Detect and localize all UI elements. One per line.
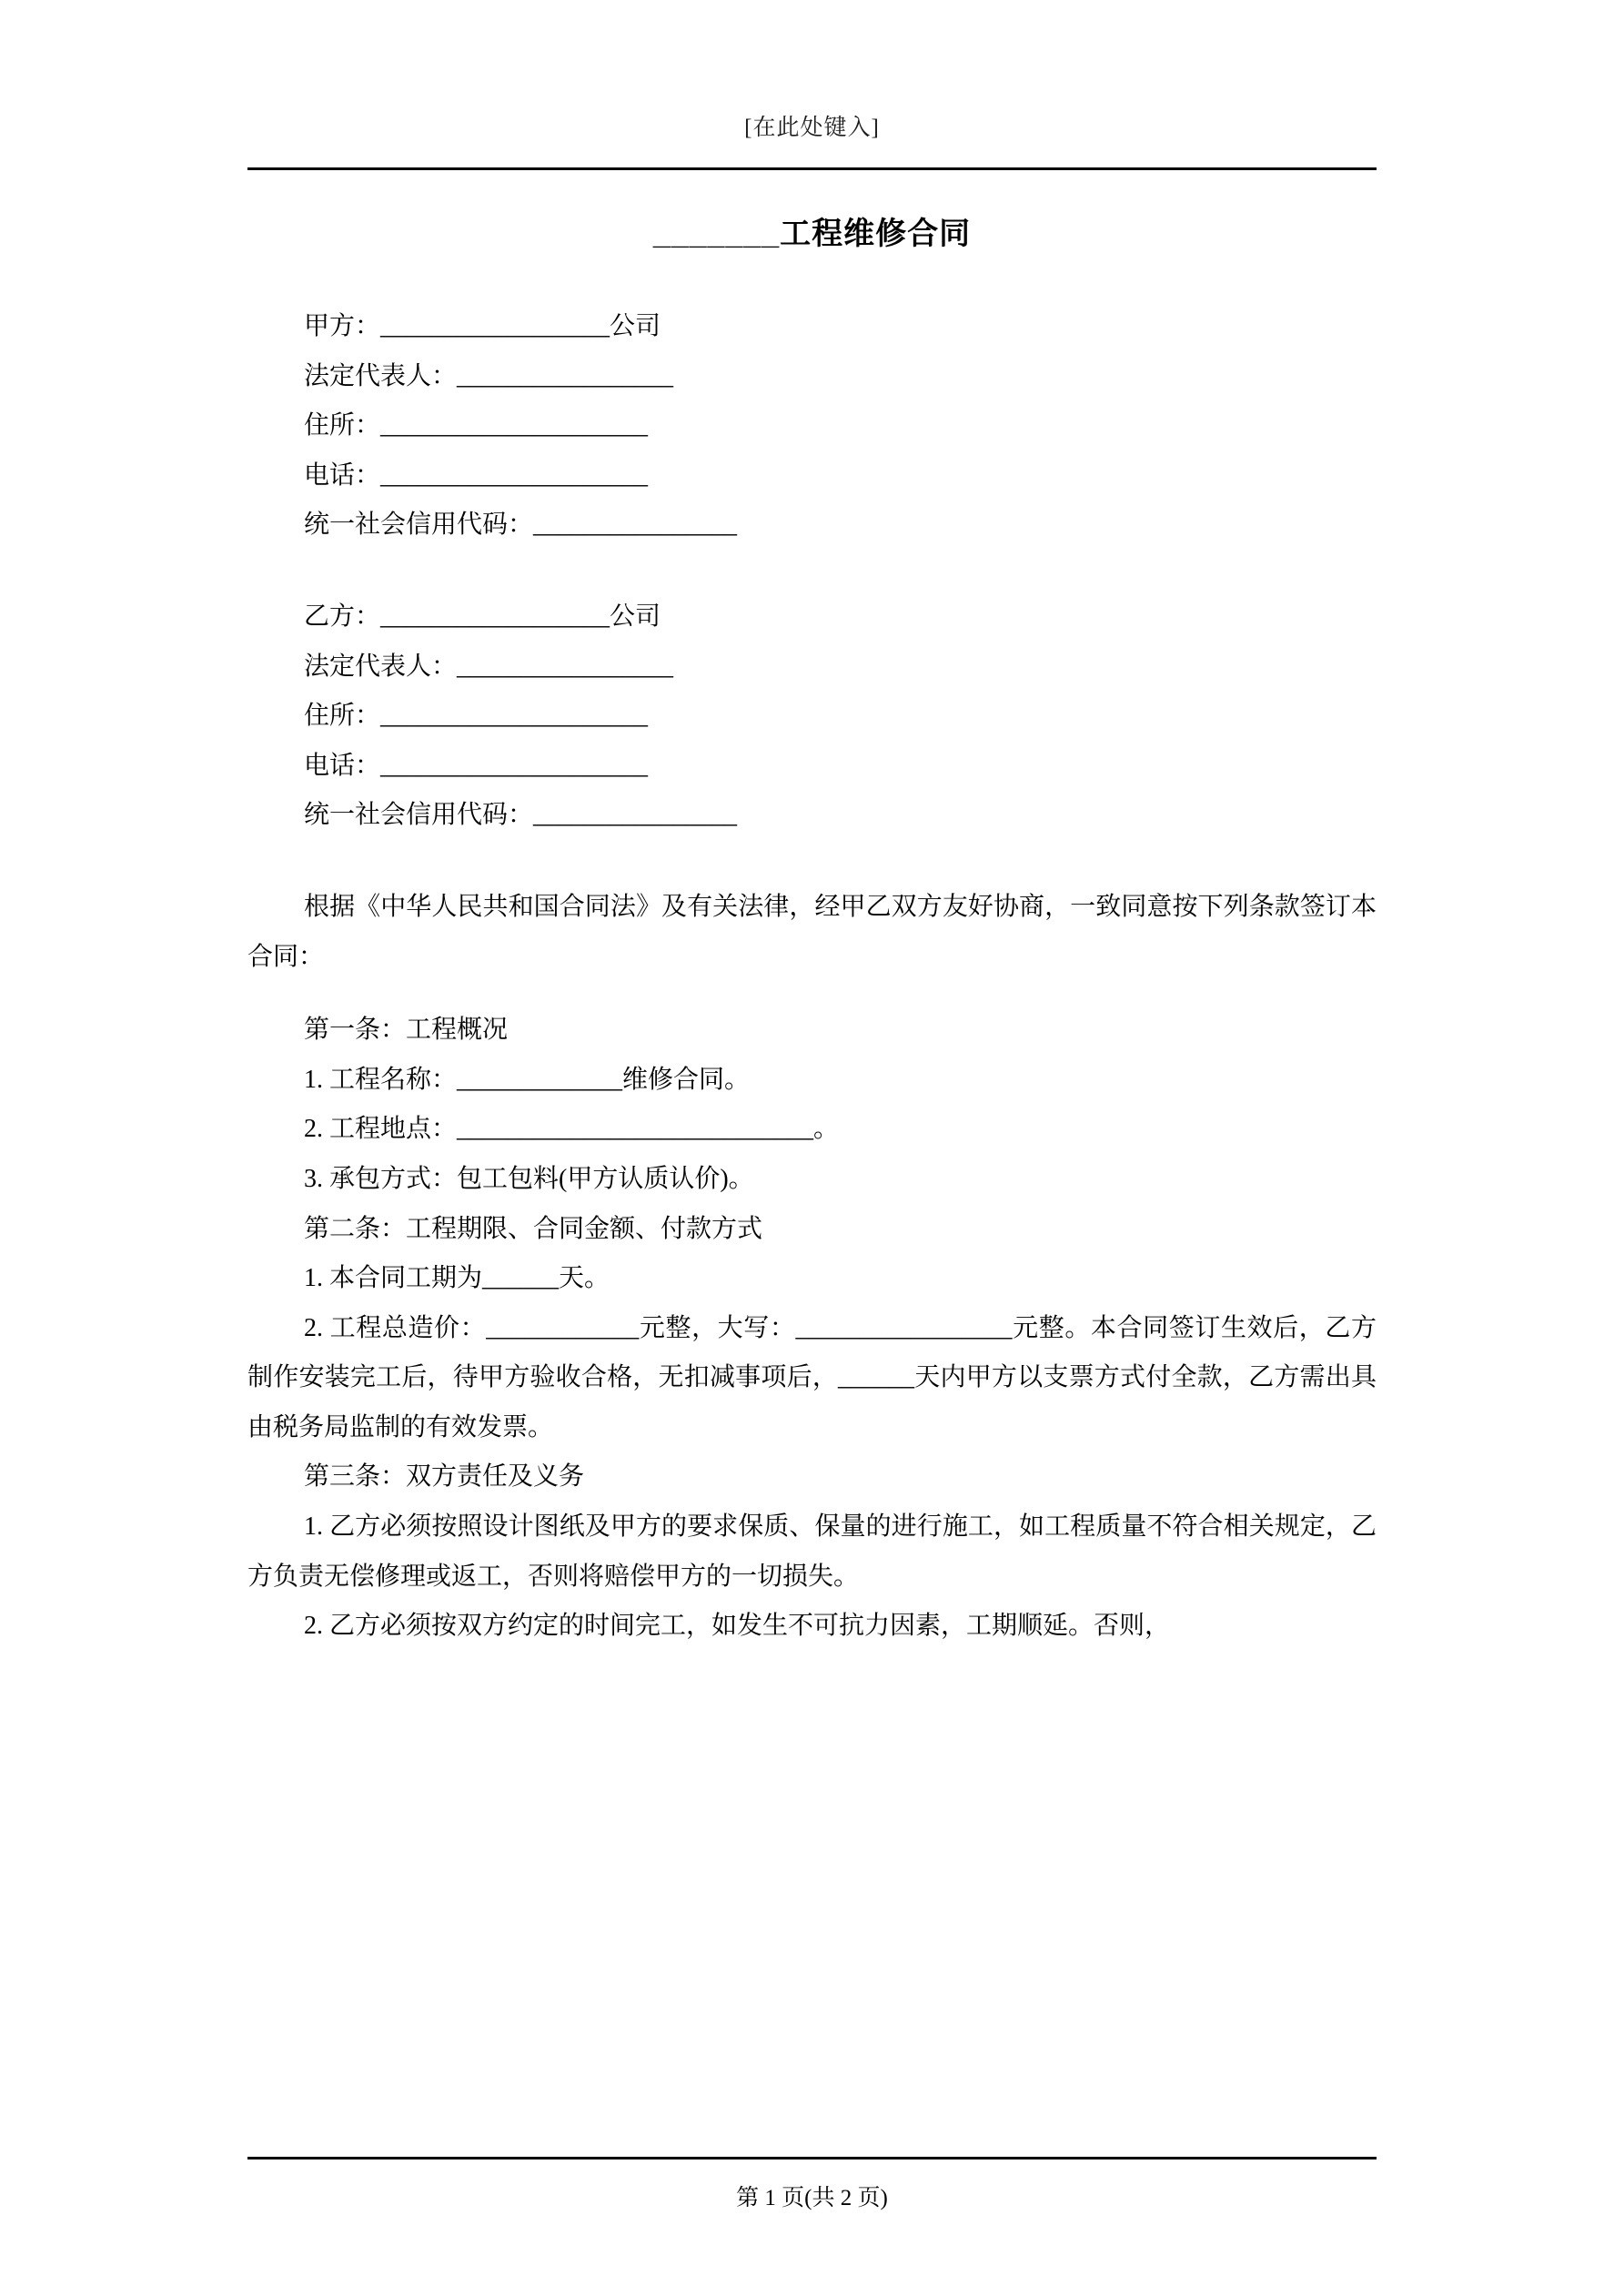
page-header: [在此处键入] <box>744 116 880 140</box>
party-a-credit-code: 统一社会信用代码：________________ <box>304 511 738 540</box>
clause-item-1-3: 3. 承包方式：包工包料(甲方认质认价)。 <box>304 1164 754 1193</box>
clause-heading-2: 第二条：工程期限、合同金额、付款方式 <box>304 1214 763 1243</box>
clause-item-2-2: 2. 工程总造价：____________元整，大写：_________________元整。本合同签订生效后，乙方制作安装完工后，待甲方验收合格，无扣减事项后，______天内甲方以支票方式付全款，乙方需出具由税务局监制的有效发票。 <box>247 1313 1377 1441</box>
party-b-name: 乙方：__________________公司 <box>304 602 661 631</box>
party-b-credit-code: 统一社会信用代码：________________ <box>304 801 738 830</box>
party-a-address: 住所：_____________________ <box>304 411 649 440</box>
clause-heading-1: 第一条：工程概况 <box>304 1016 509 1045</box>
spacer-clauses <box>247 982 1377 1006</box>
clause-item-2-1: 1. 本合同工期为______天。 <box>304 1264 610 1293</box>
footer-divider <box>247 2157 1377 2159</box>
spacer-parties <box>247 551 1377 592</box>
party-a-name: 甲方：__________________公司 <box>304 312 661 340</box>
party-b-phone: 电话：_____________________ <box>304 751 649 780</box>
spacer-preamble <box>247 841 1377 883</box>
clause-item-1-2: 2. 工程地点：____________________________。 <box>304 1115 840 1144</box>
clause-item-1-1: 1. 工程名称：_____________维修合同。 <box>304 1065 751 1094</box>
party-b-address: 住所：_____________________ <box>304 702 649 731</box>
clause-item-3-1: 1. 乙方必须按照设计图纸及甲方的要求保质、保量的进行施工，如工程质量不符合相关规定，乙方负责无偿修理或返工，否则将赔偿甲方的一切损失。 <box>247 1512 1377 1591</box>
page-number: 第 1 页(共 2 页) <box>736 2186 888 2210</box>
clause-heading-3: 第三条：双方责任及义务 <box>304 1462 585 1492</box>
preamble-paragraph: 根据《中华人民共和国合同法》及有关法律，经甲乙双方友好协商，一致同意按下列条款签订本合同： <box>247 892 1377 971</box>
page-title: _______工程维修合同 <box>652 217 972 251</box>
party-b-legal-rep: 法定代表人：_________________ <box>304 652 674 681</box>
party-a-phone: 电话：_____________________ <box>304 460 649 490</box>
clause-item-3-2: 2. 乙方必须按双方约定的时间完工，如发生不可抗力因素，工期顺延。否则， <box>304 1612 1171 1641</box>
document-body <box>247 170 1377 1652</box>
party-a-legal-rep: 法定代表人：_________________ <box>304 361 674 390</box>
